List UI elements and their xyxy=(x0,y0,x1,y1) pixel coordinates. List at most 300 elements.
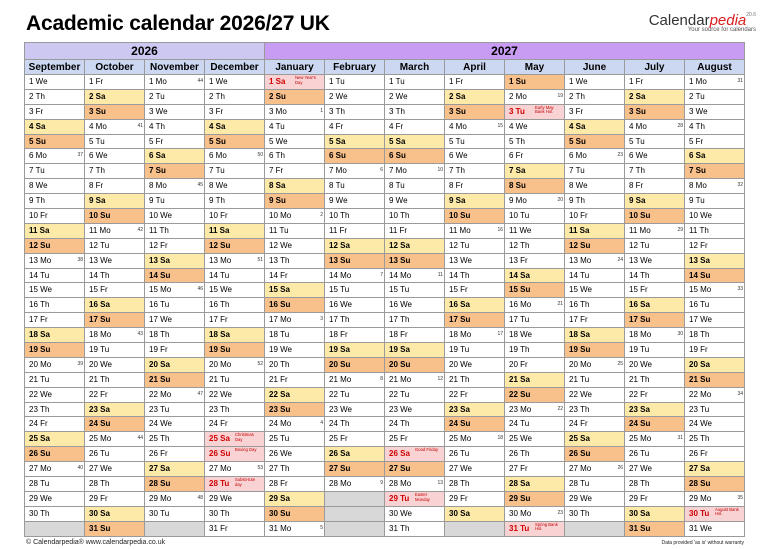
day-cell xyxy=(25,298,85,313)
day-label: 2 Sa xyxy=(449,91,466,101)
day-label: 18 Th xyxy=(689,330,710,340)
day-label: 7 Su xyxy=(689,166,706,176)
day-cell xyxy=(445,253,505,268)
day-label: 16 Sa xyxy=(89,300,110,310)
week-number: 9 xyxy=(380,480,383,487)
day-label: 30 Su xyxy=(269,508,291,518)
day-label: 28 Su xyxy=(149,479,171,489)
day-cell xyxy=(505,402,565,417)
day-cell xyxy=(85,209,145,224)
day-cell xyxy=(205,75,265,90)
day-cell xyxy=(625,506,685,521)
day-cell xyxy=(85,223,145,238)
day-cell xyxy=(25,402,85,417)
day-label: 10 Fr xyxy=(209,211,228,221)
day-label: 31 Su xyxy=(89,523,111,533)
day-cell xyxy=(445,75,505,90)
day-label: 30 Th xyxy=(29,508,50,518)
day-cell xyxy=(625,209,685,224)
week-number: 34 xyxy=(737,390,743,397)
day-row xyxy=(25,477,745,492)
day-cell xyxy=(505,194,565,209)
day-label: 15 We xyxy=(29,285,52,295)
holiday-label: August Bank Hol. xyxy=(715,506,739,517)
day-label: 7 Th xyxy=(629,166,646,176)
day-cell xyxy=(385,223,445,238)
day-cell xyxy=(685,223,745,238)
day-cell xyxy=(685,75,745,90)
day-cell xyxy=(265,104,325,119)
holiday-label: Substi-tute day xyxy=(235,477,256,487)
day-label: 6 We xyxy=(629,151,648,161)
day-label: 10 Tu xyxy=(509,211,530,221)
day-cell xyxy=(685,268,745,283)
day-label: 9 Su xyxy=(269,196,286,206)
day-label: 9 Tu xyxy=(149,196,165,206)
week-number: 52 xyxy=(257,360,263,367)
day-label: 18 We xyxy=(509,330,532,340)
day-cell xyxy=(505,223,565,238)
day-label: 25 Mo xyxy=(449,434,472,444)
day-cell xyxy=(325,134,385,149)
day-label: 10 Th xyxy=(329,211,350,221)
day-row xyxy=(25,387,745,402)
day-cell xyxy=(445,372,505,387)
day-cell xyxy=(145,253,205,268)
day-label: 18 Sa xyxy=(569,330,590,340)
day-label: 21 Tu xyxy=(29,374,50,384)
day-cell xyxy=(565,75,625,90)
day-label: 9 Sa xyxy=(629,196,646,206)
week-number: 45 xyxy=(197,182,203,189)
day-cell xyxy=(325,372,385,387)
day-cell xyxy=(145,298,205,313)
day-cell xyxy=(565,417,625,432)
day-cell xyxy=(625,521,685,536)
day-cell xyxy=(565,283,625,298)
day-cell xyxy=(685,477,745,492)
month-header-may: May xyxy=(505,60,565,75)
day-label: 4 Fr xyxy=(329,121,344,131)
day-label: 4 Mo xyxy=(629,121,647,131)
day-cell xyxy=(205,387,265,402)
day-cell xyxy=(325,283,385,298)
day-cell xyxy=(445,432,505,447)
day-cell xyxy=(265,328,325,343)
day-label: 2 We xyxy=(389,91,408,101)
week-number: 3 xyxy=(320,316,323,323)
day-cell xyxy=(145,491,205,506)
day-row xyxy=(25,491,745,506)
day-cell xyxy=(85,253,145,268)
day-cell xyxy=(385,268,445,283)
day-cell xyxy=(205,506,265,521)
day-label: 16 Th xyxy=(29,300,50,310)
day-cell xyxy=(145,164,205,179)
day-cell xyxy=(565,372,625,387)
holiday-label: Early May Bank Hol. xyxy=(535,104,554,115)
day-label: 6 Su xyxy=(389,151,406,161)
year-header-2027: 2027 xyxy=(265,43,745,60)
day-label: 16 Sa xyxy=(449,300,470,310)
day-cell xyxy=(205,357,265,372)
day-label: 18 Mo xyxy=(89,330,112,340)
day-label: 28 Mo xyxy=(389,479,412,489)
day-cell xyxy=(505,328,565,343)
day-label: 10 Fr xyxy=(29,211,48,221)
day-label: 16 Tu xyxy=(149,300,170,310)
week-number: 5 xyxy=(320,524,323,531)
day-label: 28 Tu xyxy=(209,479,230,489)
day-label: 24 Su xyxy=(89,419,111,429)
day-label: 22 Tu xyxy=(389,389,410,399)
day-label: 28 Tu xyxy=(29,479,50,489)
day-cell xyxy=(85,89,145,104)
day-cell xyxy=(205,432,265,447)
day-label: 17 Tu xyxy=(509,315,530,325)
day-label: 11 Fr xyxy=(329,225,348,235)
day-cell xyxy=(265,253,325,268)
day-cell xyxy=(145,432,205,447)
day-label: 26 Th xyxy=(509,449,530,459)
day-cell xyxy=(145,134,205,149)
day-label: 3 Fr xyxy=(209,106,224,116)
day-row xyxy=(25,238,745,253)
day-label: 11 We xyxy=(509,225,532,235)
week-number: 44 xyxy=(197,78,203,84)
day-label: 5 Tu xyxy=(89,136,105,146)
day-cell xyxy=(85,372,145,387)
day-label: 12 Fr xyxy=(689,240,708,250)
day-label: 9 We xyxy=(389,196,408,206)
day-cell xyxy=(25,194,85,209)
day-label: 26 Tu xyxy=(629,449,650,459)
day-cell xyxy=(445,238,505,253)
day-cell xyxy=(505,283,565,298)
day-cell xyxy=(85,268,145,283)
day-cell xyxy=(625,253,685,268)
day-label: 26 Sa xyxy=(329,449,350,459)
day-label: 8 Fr xyxy=(629,181,644,191)
day-cell xyxy=(445,491,505,506)
day-cell xyxy=(505,477,565,492)
day-label: 31 Su xyxy=(629,523,651,533)
week-number: 51 xyxy=(257,256,263,263)
day-cell xyxy=(25,104,85,119)
day-label: 19 Fr xyxy=(689,345,708,355)
day-cell xyxy=(445,298,505,313)
day-cell xyxy=(445,357,505,372)
day-label: 8 Mo xyxy=(149,181,167,191)
day-cell xyxy=(685,119,745,134)
day-cell xyxy=(565,149,625,164)
day-cell xyxy=(625,432,685,447)
day-label: 14 Mo xyxy=(389,270,412,280)
day-cell xyxy=(205,179,265,194)
day-label: 13 Su xyxy=(329,255,351,265)
day-label: 7 Sa xyxy=(509,166,526,176)
week-number: 41 xyxy=(137,122,143,129)
day-cell xyxy=(265,506,325,521)
day-cell xyxy=(625,298,685,313)
day-label: 2 Th xyxy=(209,91,226,101)
week-number: 32 xyxy=(737,182,743,189)
day-label: 6 Mo xyxy=(29,151,47,161)
day-label: 5 Fr xyxy=(149,136,164,146)
day-label: 24 Fr xyxy=(29,419,48,429)
day-cell xyxy=(445,119,505,134)
day-cell xyxy=(325,432,385,447)
week-number: 46 xyxy=(197,286,203,293)
day-label: 21 Su xyxy=(689,374,711,384)
day-cell xyxy=(565,238,625,253)
day-row xyxy=(25,209,745,224)
month-header-december: December xyxy=(205,60,265,75)
day-cell xyxy=(505,387,565,402)
day-label: 22 Mo xyxy=(689,389,712,399)
day-label: 8 Su xyxy=(509,181,526,191)
day-cell xyxy=(25,149,85,164)
day-label: 6 We xyxy=(449,151,468,161)
day-label: 12 Tu xyxy=(89,240,110,250)
day-cell xyxy=(265,75,325,90)
day-cell xyxy=(205,313,265,328)
day-label: 10 Mo xyxy=(269,211,292,221)
week-number: 26 xyxy=(617,465,623,472)
day-label: 29 Fr xyxy=(89,493,108,503)
day-label: 11 Sa xyxy=(209,225,230,235)
day-cell xyxy=(205,149,265,164)
month-header-february: February xyxy=(325,60,385,75)
day-label: 14 Su xyxy=(689,270,711,280)
day-cell xyxy=(625,75,685,90)
day-label: 13 Sa xyxy=(689,255,710,265)
day-label: 20 Su xyxy=(329,359,351,369)
day-label: 9 Sa xyxy=(89,196,106,206)
day-label: 22 Fr xyxy=(89,389,108,399)
week-number: 39 xyxy=(77,360,83,367)
day-cell xyxy=(565,268,625,283)
day-cell xyxy=(265,89,325,104)
calendarpedia-logo[interactable] xyxy=(649,12,756,33)
day-label: 27 Su xyxy=(329,464,351,474)
day-row xyxy=(25,328,745,343)
day-cell xyxy=(325,194,385,209)
day-label: 17 Su xyxy=(449,315,471,325)
logo-wordmark: Calendarpedia$^{20.6}$ xyxy=(648,12,756,29)
day-cell xyxy=(145,238,205,253)
day-label: 3 Su xyxy=(89,106,106,116)
day-cell xyxy=(145,462,205,477)
day-cell xyxy=(325,343,385,358)
day-cell xyxy=(85,447,145,462)
day-cell xyxy=(445,313,505,328)
week-number: 35 xyxy=(737,494,743,501)
day-cell xyxy=(565,477,625,492)
day-label: 7 Mo xyxy=(389,166,407,176)
day-label: 27 Fr xyxy=(509,464,528,474)
day-label: 14 Tu xyxy=(29,270,50,280)
day-label: 23 Tu xyxy=(149,404,170,414)
day-label: 8 Mo xyxy=(689,181,707,191)
month-header-november: November xyxy=(145,60,205,75)
day-cell xyxy=(625,372,685,387)
day-cell xyxy=(685,238,745,253)
day-label: 28 Su xyxy=(689,479,711,489)
day-cell xyxy=(325,238,385,253)
day-cell xyxy=(505,134,565,149)
day-cell xyxy=(25,253,85,268)
day-label: 5 We xyxy=(269,136,288,146)
week-number: 12 xyxy=(437,375,443,382)
day-label: 30 Mo xyxy=(509,508,532,518)
day-cell xyxy=(205,119,265,134)
day-label: 19 Su xyxy=(569,345,591,355)
day-label: 17 Th xyxy=(389,315,410,325)
disclaimer-footer: Data provided 'as is' without warranty xyxy=(661,540,744,546)
day-cell xyxy=(445,343,505,358)
day-label: 16 Sa xyxy=(629,300,650,310)
day-cell xyxy=(145,179,205,194)
day-cell xyxy=(325,313,385,328)
day-label: 23 Tu xyxy=(689,404,710,414)
day-cell xyxy=(685,104,745,119)
day-cell xyxy=(505,268,565,283)
day-label: 14 Sa xyxy=(509,270,530,280)
day-row xyxy=(25,134,745,149)
day-label: 15 Fr xyxy=(449,285,468,295)
page-title: Academic calendar 2026/27 UK xyxy=(26,12,330,35)
day-cell xyxy=(145,357,205,372)
day-label: 15 Fr xyxy=(629,285,648,295)
week-number: 23 xyxy=(557,509,563,516)
month-header-row xyxy=(25,60,745,75)
day-cell xyxy=(145,119,205,134)
day-label: 7 Su xyxy=(149,166,166,176)
day-cell xyxy=(385,491,445,506)
day-cell xyxy=(325,104,385,119)
day-cell xyxy=(685,491,745,506)
day-label: 24 Tu xyxy=(509,419,530,429)
calendar-body xyxy=(25,75,745,537)
day-label: 30 Sa xyxy=(89,508,110,518)
day-label: 9 Tu xyxy=(689,196,705,206)
day-label: 2 Mo xyxy=(509,91,527,101)
day-cell xyxy=(505,253,565,268)
day-cell xyxy=(205,343,265,358)
day-cell xyxy=(25,283,85,298)
day-label: 27 Mo xyxy=(209,464,232,474)
day-label: 7 Tu xyxy=(209,166,225,176)
day-label: 23 Su xyxy=(269,404,291,414)
day-label: 26 We xyxy=(269,449,292,459)
week-number: 7 xyxy=(380,271,383,278)
day-label: 14 Su xyxy=(149,270,171,280)
day-label: 10 Su xyxy=(629,211,651,221)
day-label: 4 Mo xyxy=(89,121,107,131)
day-cell xyxy=(145,268,205,283)
week-number: 8 xyxy=(380,375,383,382)
day-label: 21 Fr xyxy=(269,374,288,384)
day-label: 30 Sa xyxy=(449,508,470,518)
day-cell xyxy=(205,194,265,209)
day-cell xyxy=(205,268,265,283)
day-row xyxy=(25,372,745,387)
day-cell xyxy=(505,491,565,506)
day-label: 18 Mo xyxy=(449,330,472,340)
day-cell xyxy=(25,164,85,179)
day-cell xyxy=(445,104,505,119)
day-label: 24 Fr xyxy=(209,419,228,429)
day-label: 20 Su xyxy=(389,359,411,369)
day-label: 1 Tu xyxy=(389,77,405,86)
day-cell xyxy=(385,164,445,179)
day-label: 16 Tu xyxy=(689,300,710,310)
month-header-september: September xyxy=(25,60,85,75)
day-label: 11 Sa xyxy=(569,225,590,235)
day-row xyxy=(25,432,745,447)
calendar-grid xyxy=(24,42,745,537)
day-cell xyxy=(385,89,445,104)
day-cell xyxy=(265,477,325,492)
day-label: 15 Mo xyxy=(689,285,712,295)
day-cell xyxy=(565,119,625,134)
day-cell xyxy=(325,149,385,164)
day-cell xyxy=(505,417,565,432)
day-label: 15 Fr xyxy=(89,285,108,295)
day-cell xyxy=(145,343,205,358)
day-cell xyxy=(265,387,325,402)
day-label: 23 Sa xyxy=(629,404,650,414)
day-label: 19 Tu xyxy=(89,345,110,355)
day-label: 9 Mo xyxy=(509,196,527,206)
day-label: 25 We xyxy=(509,434,532,444)
day-cell xyxy=(205,164,265,179)
day-cell xyxy=(205,104,265,119)
day-cell xyxy=(505,521,565,536)
day-cell xyxy=(505,313,565,328)
day-label: 4 We xyxy=(509,121,528,131)
day-label: 6 We xyxy=(89,151,108,161)
day-cell xyxy=(205,402,265,417)
holiday-label: Spring Bank Hol. xyxy=(535,521,558,532)
week-number: 29 xyxy=(677,226,683,233)
day-cell xyxy=(325,477,385,492)
copyright-footer[interactable]: © Calendarpedia® www.calendarpedia.co.uk xyxy=(26,539,166,546)
day-cell xyxy=(505,506,565,521)
day-label: 6 Mo xyxy=(569,151,587,161)
day-cell xyxy=(265,194,325,209)
day-cell xyxy=(25,387,85,402)
week-number: 33 xyxy=(737,286,743,293)
day-cell xyxy=(625,149,685,164)
day-cell xyxy=(445,402,505,417)
day-label: 7 Tu xyxy=(29,166,45,176)
day-cell xyxy=(205,253,265,268)
day-label: 3 We xyxy=(149,106,168,116)
day-label: 23 Th xyxy=(209,404,230,414)
day-cell xyxy=(25,462,85,477)
day-cell xyxy=(505,164,565,179)
day-label: 27 Sa xyxy=(689,464,710,474)
day-label: 11 Th xyxy=(149,225,169,235)
day-cell xyxy=(25,447,85,462)
day-cell xyxy=(385,238,445,253)
day-cell xyxy=(685,253,745,268)
day-cell xyxy=(445,164,505,179)
day-cell xyxy=(505,238,565,253)
day-cell xyxy=(205,521,265,536)
